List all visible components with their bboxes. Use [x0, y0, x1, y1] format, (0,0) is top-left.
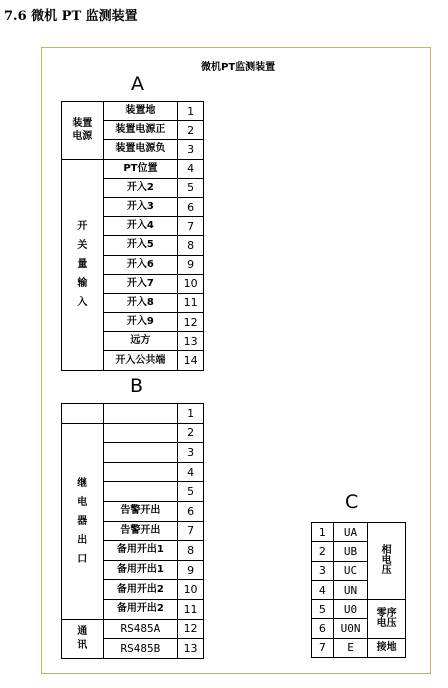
- terminal-name: 装置电源正: [103, 121, 178, 140]
- terminal-number: 2: [312, 542, 334, 561]
- terminal-name: 装置地: [103, 102, 178, 121]
- terminal-name: [103, 423, 178, 443]
- terminal-name: U0: [333, 600, 368, 619]
- terminal-name: 开入2: [103, 178, 178, 197]
- group-label: 相 电 压: [368, 523, 406, 600]
- terminal-name: [103, 482, 178, 502]
- terminal-number: 6: [312, 619, 334, 638]
- group-label: 零序 电压: [368, 600, 406, 639]
- terminal-name: UA: [333, 523, 368, 542]
- terminal-row: [312, 638, 406, 657]
- group-label: 接地: [368, 638, 406, 657]
- terminal-name: 备用开出1: [103, 541, 178, 561]
- terminal-name: 远方: [103, 332, 178, 351]
- terminal-number: 1: [178, 404, 204, 424]
- terminal-number: 10: [178, 274, 204, 293]
- terminal-number: 13: [178, 332, 204, 351]
- terminal-row: [62, 102, 204, 121]
- terminal-name: 开入3: [103, 197, 178, 216]
- group-label: 开 关 量 输 入: [62, 159, 104, 370]
- terminal-row: [312, 523, 406, 542]
- terminal-number: 8: [178, 236, 204, 255]
- terminal-name: [103, 462, 178, 482]
- terminal-number: 9: [178, 560, 204, 580]
- section-a-letter: A: [131, 73, 144, 95]
- group-label: 通 讯: [62, 619, 104, 658]
- section-c-letter: C: [345, 491, 359, 513]
- terminal-name: 开入公共端: [103, 351, 178, 370]
- terminal-number: 6: [178, 501, 204, 521]
- terminal-number: 3: [178, 443, 204, 463]
- terminal-number: 1: [312, 523, 334, 542]
- terminal-name: U0N: [333, 619, 368, 638]
- terminal-name: 开入7: [103, 274, 178, 293]
- terminal-row: [62, 159, 204, 178]
- terminal-number: 1: [178, 102, 204, 121]
- terminal-name: 备用开出2: [103, 599, 178, 619]
- terminal-name: 开入8: [103, 293, 178, 312]
- terminal-number: 12: [178, 313, 204, 332]
- section-b-letter: B: [130, 375, 144, 397]
- terminal-name: 开入6: [103, 255, 178, 274]
- device-title: 微机PT监测装置: [201, 62, 276, 73]
- group-label: [62, 404, 104, 424]
- terminal-number: 11: [178, 599, 204, 619]
- terminal-name: 告警开出: [103, 501, 178, 521]
- terminal-number: 5: [312, 600, 334, 619]
- terminal-name: [103, 404, 178, 424]
- terminal-name: 开入4: [103, 217, 178, 236]
- terminal-name: UC: [333, 561, 368, 580]
- terminal-name: UN: [333, 580, 368, 599]
- terminal-number: 2: [178, 423, 204, 443]
- terminal-table-a: [61, 101, 204, 371]
- terminal-number: 5: [178, 482, 204, 502]
- terminal-row: [62, 423, 204, 443]
- terminal-number: 13: [178, 639, 204, 659]
- terminal-name: 装置电源负: [103, 140, 178, 159]
- group-label: 装置 电源: [62, 102, 104, 160]
- terminal-row: [62, 404, 204, 424]
- terminal-name: 备用开出1: [103, 560, 178, 580]
- group-label: 继 电 器 出 口: [62, 423, 104, 619]
- terminal-name: 备用开出2: [103, 580, 178, 600]
- terminal-number: 7: [178, 521, 204, 541]
- terminal-table-b: [61, 403, 204, 659]
- terminal-number: 3: [178, 140, 204, 159]
- terminal-name: 开入5: [103, 236, 178, 255]
- terminal-number: 6: [178, 197, 204, 216]
- terminal-number: 11: [178, 293, 204, 312]
- terminal-number: 9: [178, 255, 204, 274]
- terminal-number: 2: [178, 121, 204, 140]
- terminal-number: 5: [178, 178, 204, 197]
- terminal-name: E: [333, 638, 368, 657]
- section-heading: 7.6 微机 PT 监测装置: [4, 9, 138, 24]
- terminal-number: 10: [178, 580, 204, 600]
- terminal-row: [62, 619, 204, 639]
- terminal-row: [312, 600, 406, 619]
- terminal-number: 4: [178, 462, 204, 482]
- terminal-name: 开入9: [103, 313, 178, 332]
- terminal-number: 7: [312, 638, 334, 657]
- terminal-name: PT位置: [103, 159, 178, 178]
- terminal-number: 12: [178, 619, 204, 639]
- terminal-name: UB: [333, 542, 368, 561]
- terminal-number: 8: [178, 541, 204, 561]
- terminal-number: 7: [178, 217, 204, 236]
- terminal-name: RS485A: [103, 619, 178, 639]
- terminal-name: 告警开出: [103, 521, 178, 541]
- terminal-number: 4: [178, 159, 204, 178]
- terminal-number: 3: [312, 561, 334, 580]
- terminal-name: RS485B: [103, 639, 178, 659]
- terminal-table-c: [311, 522, 406, 658]
- terminal-number: 14: [178, 351, 204, 370]
- terminal-number: 4: [312, 580, 334, 599]
- terminal-name: [103, 443, 178, 463]
